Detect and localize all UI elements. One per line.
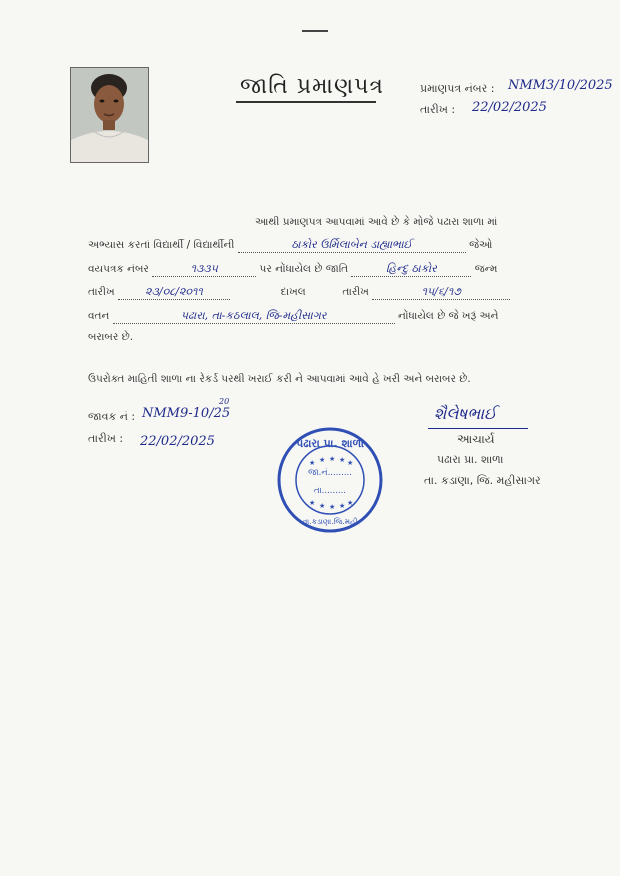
stamp-bottom-text: તા.કડાણા.જિ.મહી (302, 517, 358, 526)
body-line-5-suffix: નોંધાયેલ છે જે ખરૂં અને (398, 310, 499, 322)
verification-paragraph: ઉપરોક્ત માહિતી શાળા ના રેકર્ડ પરથી ખરાઈ કરી ને આપવામાં આવે હે ખરી અને બરાબર છે. (88, 373, 471, 385)
admission-date-field: ૧૫/૬/૧૭ (372, 285, 510, 300)
outward-date-value: 22/02/2025 (140, 434, 215, 449)
body-line-4-middle-2: તારીખ (342, 286, 369, 298)
principal-signature: શૈલેષભાઈ (434, 404, 497, 423)
svg-text:★: ★ (329, 455, 336, 463)
body-line-2 (88, 238, 492, 253)
body-line-5 (88, 309, 498, 324)
certificate-number-label: પ્રમાણપત્ર નંબર : (420, 82, 495, 95)
outward-number-value: NMM9-10/25 (142, 406, 231, 421)
school-stamp-seal (277, 427, 383, 533)
signatory-role: આચાર્ય (457, 432, 495, 446)
school-stamp (277, 427, 383, 533)
caste-field: હિન્દુ ઠાકોર (351, 262, 471, 277)
body-line-4-middle-1: દાખલ (280, 286, 306, 298)
native-place-field: પઢારા, તા-કઠલાલ, જિ-મહીસાગર (113, 309, 395, 324)
school-name: પઢારા પ્રા. શાળા (437, 453, 504, 466)
body-line-6: બરાબર છે. (88, 331, 134, 343)
body-line-4-prefix: તારીખ (88, 286, 115, 298)
certificate-date-value: 22/02/2025 (472, 100, 547, 115)
student-photo-image (71, 68, 148, 162)
svg-text:★: ★ (309, 499, 316, 507)
birth-date-field: ૨૩/૦૮/૨૦૧૧ (118, 285, 230, 300)
body-line-4 (88, 285, 510, 300)
title-underline (236, 101, 376, 103)
svg-text:★: ★ (309, 459, 316, 467)
student-name-field: ઠાકોર ઉર્મિલાબેન ડાહ્યાભાઈ (238, 238, 466, 253)
svg-text:★: ★ (319, 502, 326, 510)
svg-text:★: ★ (329, 503, 336, 511)
body-line-3-prefix: વયપત્રક નંબર (88, 263, 149, 275)
certificate-title: જાતિ પ્રમાણપત્ર (240, 74, 384, 99)
register-number-field: ૧૩૩૫ (152, 262, 256, 277)
svg-text:★: ★ (319, 456, 326, 464)
body-line-2-prefix: અભ્યાસ કરતાં વિદ્યાર્થી / વિદ્યાર્થીની (88, 239, 235, 251)
outward-date-label: તારીખ : (88, 432, 124, 445)
top-dash-mark (302, 30, 328, 32)
body-line-3-middle: પર નોંધાયેલ છે જાતિ (259, 263, 349, 275)
svg-text:★: ★ (347, 499, 354, 507)
body-line-3-suffix: જન્મ (474, 263, 498, 275)
stamp-ta-label: તા......... (313, 486, 347, 496)
body-line-3 (88, 262, 497, 277)
svg-text:★: ★ (339, 456, 346, 464)
outward-number-label: જાવક નં : (88, 410, 136, 423)
outward-number-superscript: 20 (219, 397, 230, 406)
body-line-5-prefix: વતન (88, 310, 110, 322)
signature-underline (428, 428, 528, 429)
svg-text:★: ★ (339, 502, 346, 510)
stamp-star-row (309, 455, 353, 511)
stamp-jan-label: જા.નં......... (308, 468, 352, 478)
certificate-date-label: તારીખ : (420, 103, 456, 116)
school-place: તા. કડાણા, જિ. મહીસાગર (424, 474, 541, 487)
body-line-2-suffix: જેઓ (469, 239, 493, 251)
body-line-1: આથી પ્રમાણપત્ર આપવામાં આવે છે કે મોજે પઢારા શાળા માં (255, 216, 498, 228)
svg-text:★: ★ (347, 459, 354, 467)
student-photo (70, 67, 149, 163)
certificate-number-value: NMM3/10/2025 (508, 78, 613, 93)
stamp-outer-text: પઢારા પ્રા. શાળા (296, 437, 364, 450)
